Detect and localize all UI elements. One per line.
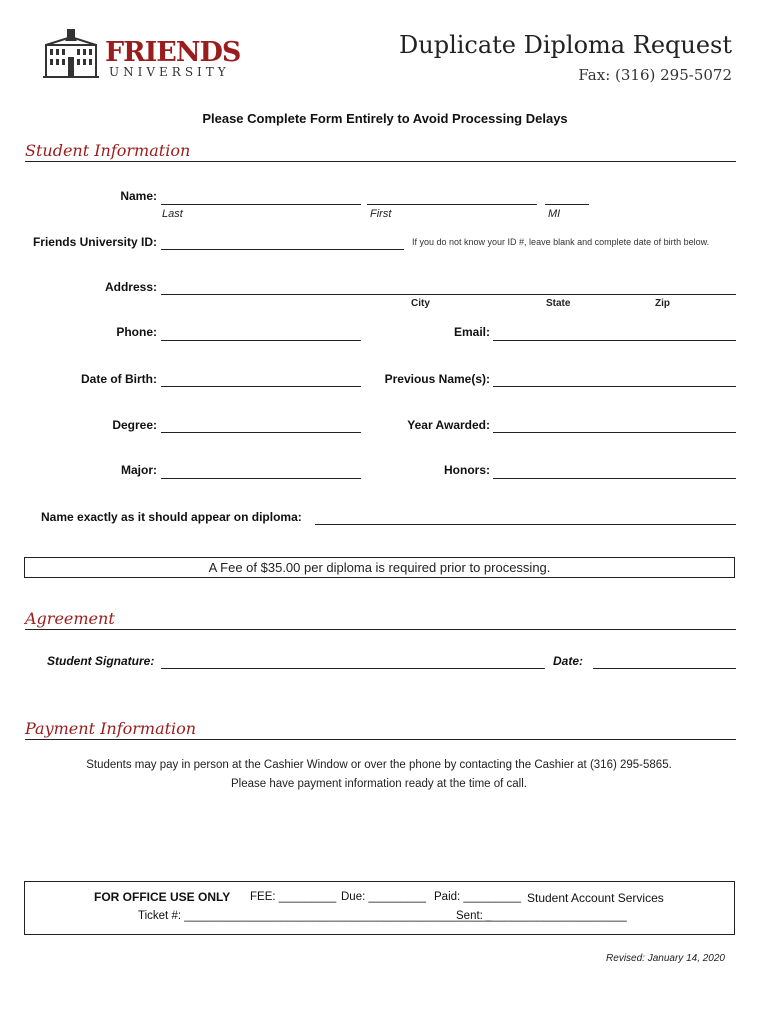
student-id-field[interactable] (161, 249, 404, 250)
major-field[interactable] (161, 478, 361, 479)
section-title-payment: Payment Information (25, 719, 197, 738)
honors-label: Honors: (444, 463, 490, 477)
office-use-box (24, 881, 735, 935)
address-field[interactable] (161, 294, 736, 295)
honors-field[interactable] (493, 478, 736, 479)
office-sent: Sent: ______________________ (456, 910, 627, 922)
phone-field[interactable] (161, 340, 361, 341)
office-paid: Paid: _________ (434, 891, 521, 903)
email-field[interactable] (493, 340, 736, 341)
fax-number: Fax: (316) 295-5072 (578, 66, 732, 84)
date-field[interactable] (593, 668, 736, 669)
office-due: Due: _________ (341, 891, 427, 903)
last-sublabel: Last (162, 208, 183, 220)
last-name-field[interactable] (161, 204, 361, 205)
dob-field[interactable] (161, 386, 361, 387)
fee-notice-box (24, 557, 735, 578)
year-awarded-field[interactable] (493, 432, 736, 433)
year-awarded-label: Year Awarded: (407, 418, 490, 432)
section-rule-agreement (25, 629, 736, 630)
signature-field[interactable] (161, 668, 545, 669)
major-label: Major: (121, 463, 157, 477)
section-title-agreement: Agreement (25, 609, 115, 628)
id-label: Friends University ID: (32, 235, 157, 249)
degree-label: Degree: (112, 418, 157, 432)
mi-sublabel: MI (548, 208, 561, 220)
university-logo (43, 27, 243, 82)
address-label: Address: (104, 280, 157, 294)
building-icon (43, 27, 99, 79)
first-sublabel: First (370, 208, 392, 220)
section-rule-payment (25, 739, 736, 740)
page-title: Duplicate Diploma Request (399, 31, 732, 59)
phone-label: Phone: (116, 325, 157, 339)
degree-field[interactable] (161, 432, 361, 433)
diploma-name-field[interactable] (315, 524, 736, 525)
city-sublabel: City (411, 298, 430, 309)
previous-names-label: Previous Name(s): (384, 372, 490, 386)
office-use-title: FOR OFFICE USE ONLY (94, 890, 231, 904)
previous-names-field[interactable] (493, 386, 736, 387)
zip-sublabel: Zip (655, 298, 670, 309)
fee-notice-text: A Fee of $35.00 per diploma is required prior to processing. (208, 560, 551, 575)
id-note: If you do not know your ID #, leave blank and complete date of birth below. (412, 237, 710, 247)
office-dept: Student Account Services (527, 891, 664, 905)
revised-date: Revised: January 14, 2020 (606, 953, 725, 964)
payment-line-1: Students may pay in person at the Cashier Window or over the phone by contacting the Cashier at (316) 295-5865. (86, 759, 672, 771)
instruction-text: Please Complete Form Entirely to Avoid Processing Delays (202, 111, 568, 126)
section-title-student: Student Information (25, 141, 191, 160)
name-label: Name: (120, 189, 157, 203)
email-label: Email: (453, 325, 490, 339)
signature-label: Student Signature: (47, 654, 155, 668)
state-sublabel: State (546, 298, 571, 309)
date-label: Date: (553, 654, 584, 668)
office-ticket: Ticket #: ________________________________________________ (138, 910, 492, 922)
office-fee: FEE: _________ (250, 891, 337, 903)
logo-sub-text: UNIVERSITY (109, 65, 230, 79)
dob-label: Date of Birth: (81, 372, 157, 386)
logo-main-text: FRIENDS (105, 37, 241, 68)
payment-line-2: Please have payment information ready at the time of call. (231, 778, 527, 790)
first-name-field[interactable] (367, 204, 537, 205)
diploma-name-label: Name exactly as it should appear on diploma: (41, 510, 302, 524)
mi-field[interactable] (545, 204, 589, 205)
section-rule-student (25, 161, 736, 162)
